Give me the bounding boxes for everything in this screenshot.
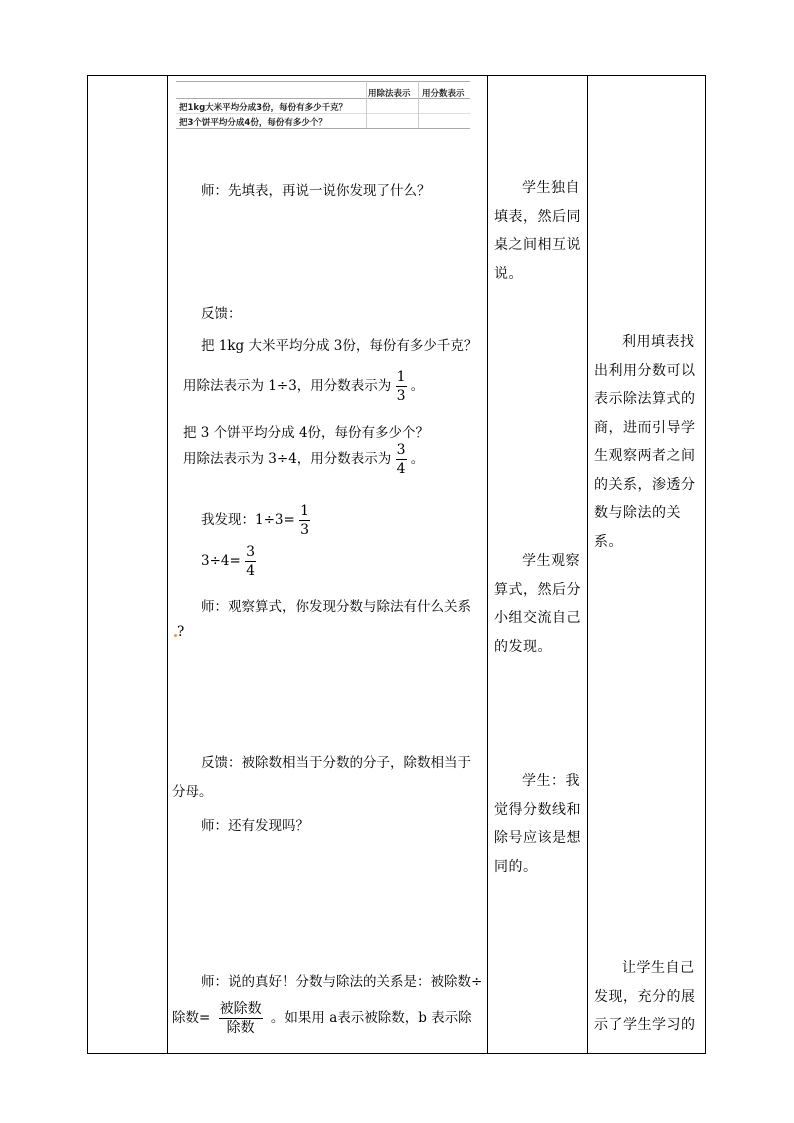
problem-text: 把 3 个饼平均分成 4份，每份有多少个？ <box>183 425 430 441</box>
column-divider <box>487 75 488 1054</box>
fill-in-table <box>176 81 470 128</box>
table-row: 把1kg大米平均分成3份，每份有多少千克？ <box>179 103 348 113</box>
feedback-text: 反馈：被除数相当于分数的分子，除数相当于 <box>201 755 471 771</box>
design-intent: 让学生自己发现，充分的展示了学生学习的 <box>594 960 696 1033</box>
student-activity: 学生：我觉得分数线和除号应该是想同的。 <box>494 773 581 875</box>
fraction: $\frac{1}{3}$ <box>396 369 406 404</box>
design-intent: 利用填表找出利用分数可以表示除法算式的商，进而引导学生观察两者之间的关系，渗透分数与除法的关系。 <box>594 334 696 550</box>
teacher-summary: 除数= $\frac{\text{被除数}}{\text{除数}}$ 。如果用 a表示被除数，b 表示除 <box>172 1001 472 1036</box>
table-header: 用分数表示 <box>422 89 465 99</box>
student-activity: 学生独自填表，然后同桌之间相互说说。 <box>494 180 581 282</box>
lesson-table <box>87 75 706 1054</box>
fraction: $\frac{\text{被除数}}{\text{除数}}$ <box>219 1001 262 1036</box>
division-expression: 用除法表示为 1÷3，用分数表示为 $\frac{1}{3}$ 。 <box>183 369 425 404</box>
fraction: $\frac{3}{4}$ <box>246 544 256 579</box>
teacher-question: 师：观察算式，你发现分数与除法有什么关系 <box>201 599 471 615</box>
student-activity: 学生观察算式，然后分小组交流自己的发现。 <box>494 553 581 655</box>
feedback-text: 分母。 <box>172 784 213 800</box>
division-expression: 用除法表示为 3÷4，用分数表示为 $\frac{3}{4}$ 。 <box>183 442 425 477</box>
table-header: 用除法表示 <box>368 89 411 99</box>
discovery-text: 3÷4= $\frac{3}{4}$ <box>201 544 256 579</box>
problem-text: 把 1kg 大米平均分成 3份，每份有多少千克？ <box>201 338 478 354</box>
column-divider <box>167 75 168 1054</box>
fraction: $\frac{3}{4}$ <box>396 442 406 477</box>
column-divider <box>587 75 588 1054</box>
table-row: 把3个饼平均分成4份，每份有多少个？ <box>179 118 327 128</box>
fraction: $\frac{1}{3}$ <box>300 503 310 538</box>
teacher-question: 师：先填表，再说一说你发现了什么？ <box>201 183 431 199</box>
feedback-label: 反馈： <box>201 306 242 322</box>
teacher-question-end: ? <box>177 624 185 640</box>
discovery-text: 我发现：1÷3= $\frac{1}{3}$ <box>201 503 310 538</box>
teacher-summary: 师：说的真好！分数与除法的关系是：被除数÷ <box>201 974 483 990</box>
teacher-question: 师：还有发现吗？ <box>201 818 309 834</box>
